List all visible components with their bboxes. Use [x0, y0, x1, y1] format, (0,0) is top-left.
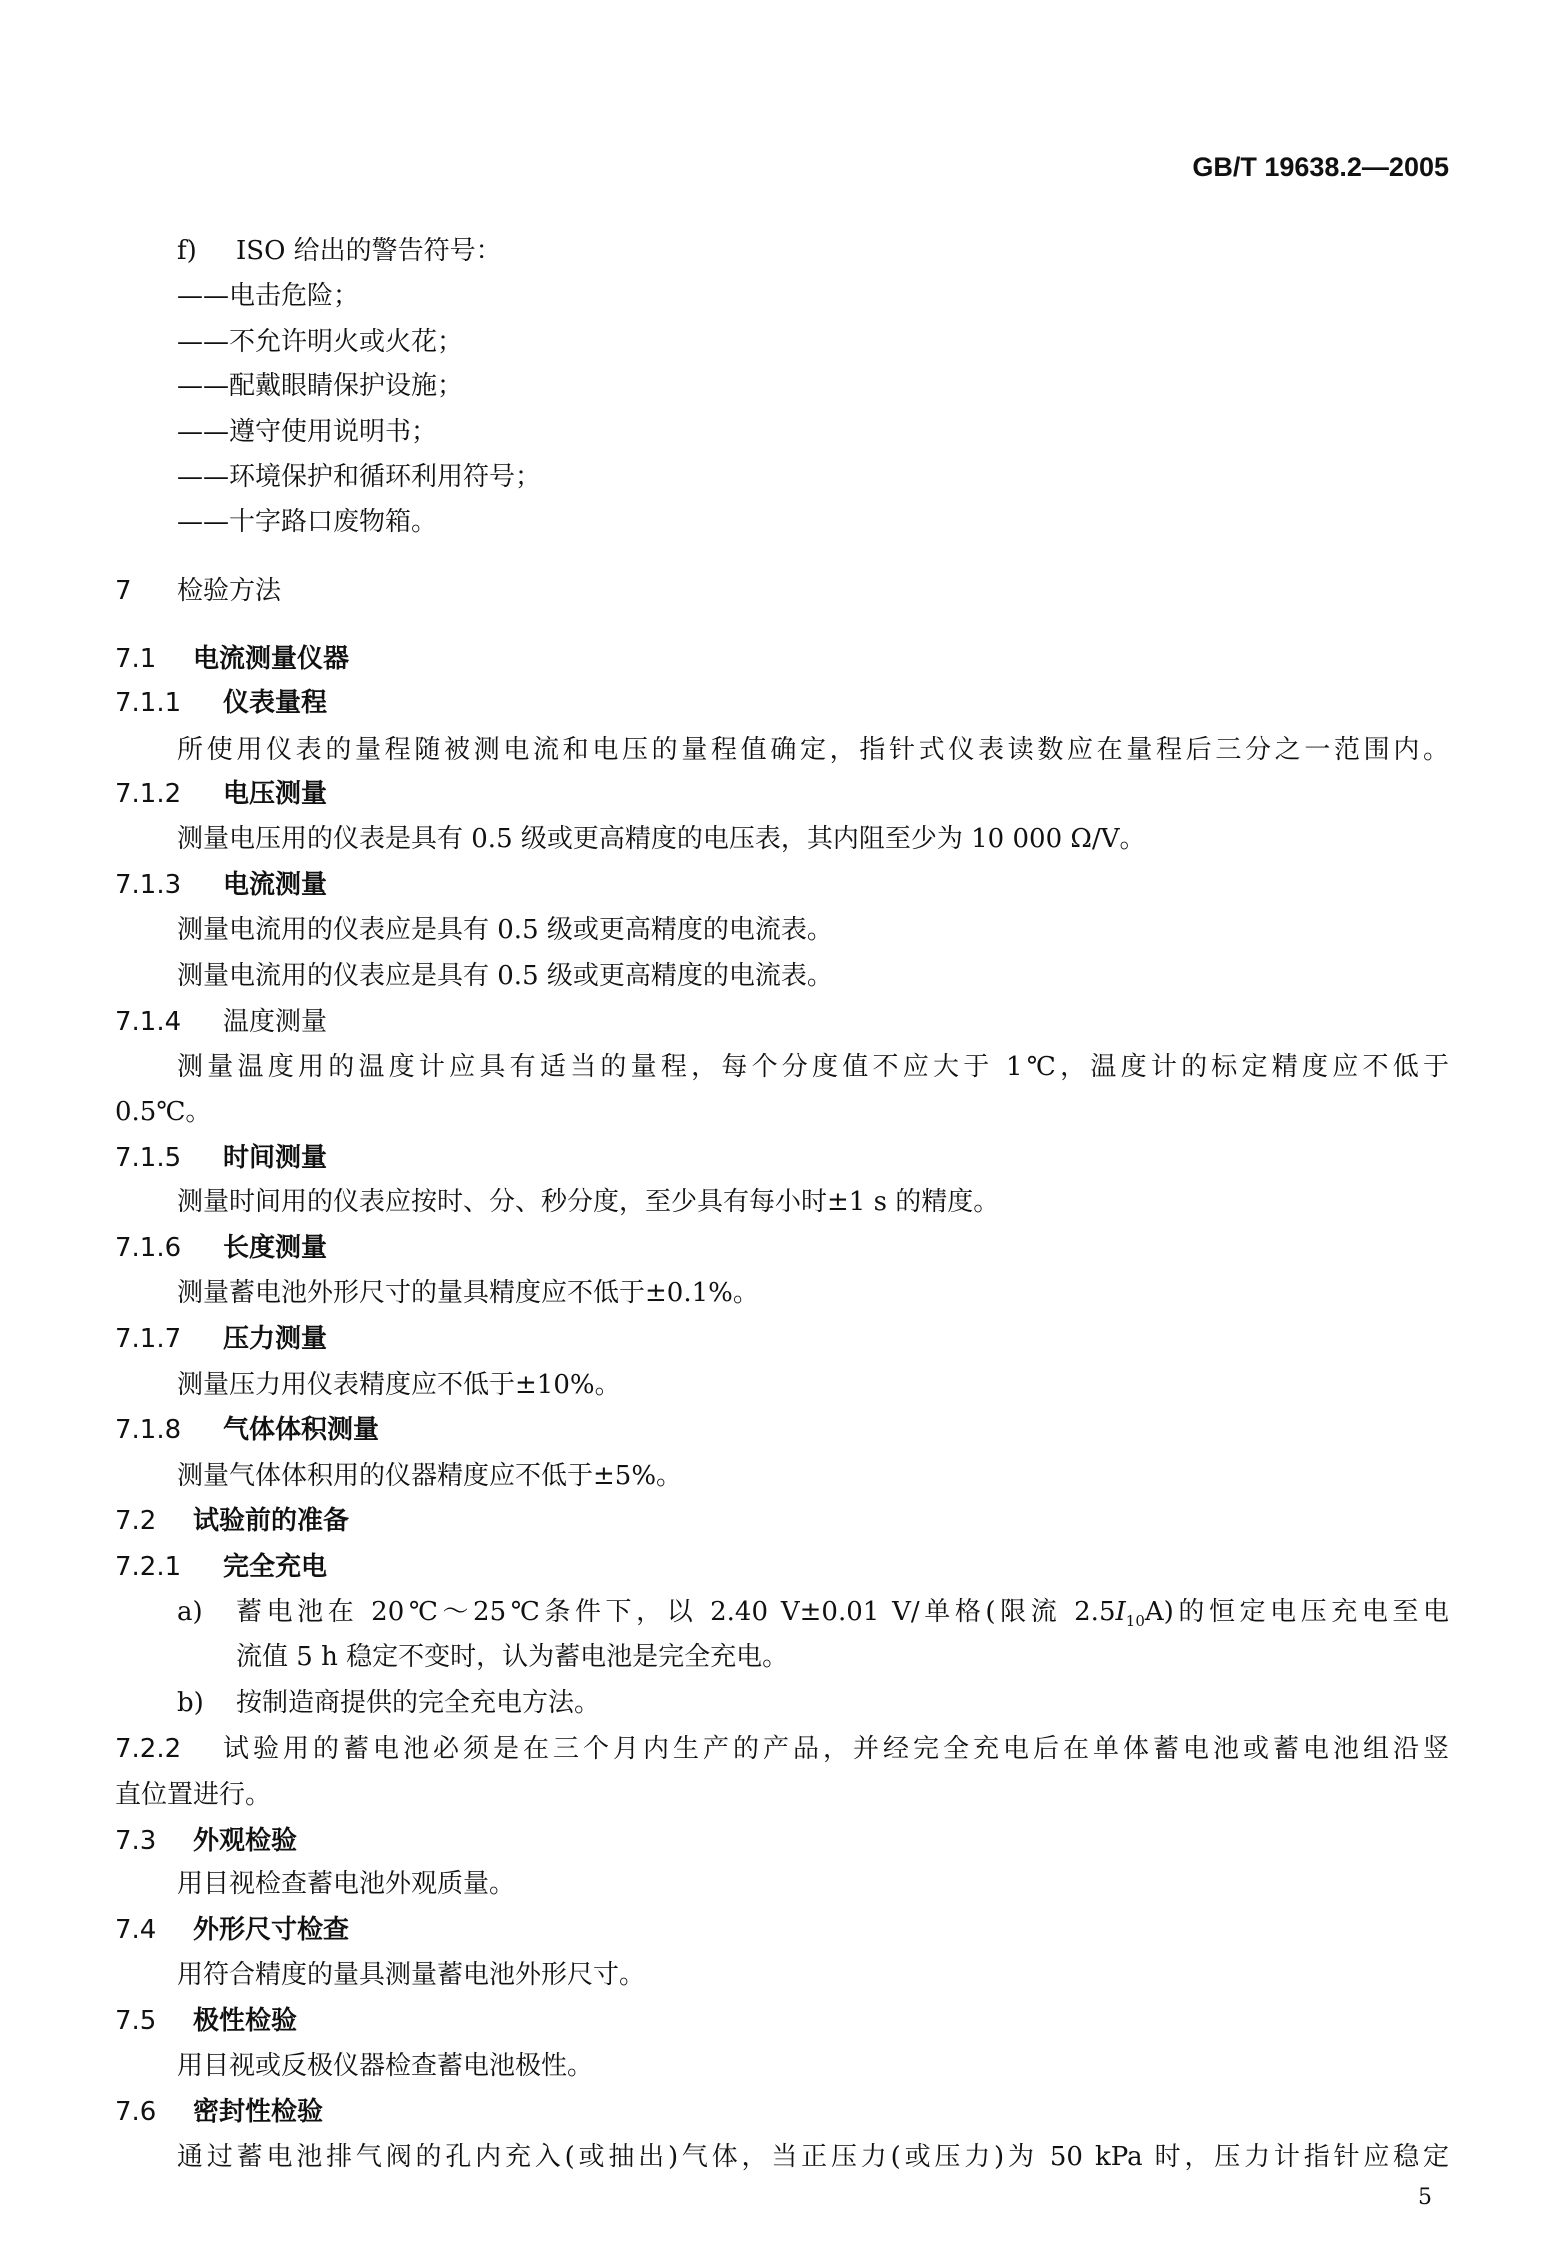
paragraph: 测量电流用的仪表应是具有 0.5 级或更高精度的电流表。: [177, 961, 833, 991]
current-symbol: I: [1115, 1597, 1126, 1627]
list-label-a: a): [177, 1597, 203, 1627]
section-heading-7-1: [115, 641, 349, 677]
text-run: 蓄电池在 20℃～25℃条件下，以 2.40 V±0.01 V/单格(限流 2.5: [236, 1597, 1116, 1627]
paragraph: 通过蓄电池排气阀的孔内充入(或抽出)气体，当正压力(或压力)为 50 kPa 时，压力计指针应稳定: [177, 2142, 1449, 2172]
section-title: 电流测量: [223, 870, 328, 900]
section-heading-7-1-5: [115, 1140, 327, 1176]
paragraph: 用符合精度的量具测量蓄电池外形尺寸。: [177, 1960, 646, 1990]
paragraph: 测量电流用的仪表应是具有 0.5 级或更高精度的电流表。: [177, 915, 833, 945]
section-heading-7-4: [115, 1912, 349, 1948]
paragraph-continuation: 0.5℃。: [115, 1097, 212, 1127]
section-heading-7-2: [115, 1503, 349, 1539]
section-heading-7-1-2: [115, 776, 327, 812]
section-number: 7.3: [115, 1826, 157, 1856]
section-heading-7-1-7: [115, 1321, 327, 1357]
list-label: b): [177, 1688, 204, 1718]
section-title: 仪表量程: [223, 688, 328, 718]
section-title: 温度测量: [223, 1007, 328, 1037]
section-number: 7.1.5: [115, 1143, 182, 1173]
section-number: 7.1.7: [115, 1324, 182, 1354]
section-title: 极性检验: [193, 2006, 298, 2036]
section-heading-7-3: [115, 1823, 297, 1859]
paragraph: 试验用的蓄电池必须是在三个月内生产的产品，并经完全充电后在单体蓄电池或蓄电池组沿竖: [223, 1734, 1449, 1764]
paragraph: 测量温度用的温度计应具有适当的量程，每个分度值不应大于 1℃，温度计的标定精度应不低于: [177, 1052, 1449, 1082]
section-number: 7.1.2: [115, 779, 182, 809]
paragraph: 测量蓄电池外形尺寸的量具精度应不低于±0.1%。: [177, 1278, 759, 1308]
section-title: 试验前的准备: [193, 1506, 350, 1536]
paragraph: 所使用仪表的量程随被测电流和电压的量程值确定，指针式仪表读数应在量程后三分之一范围内。: [177, 735, 1449, 765]
section-title: 气体体积测量: [223, 1415, 380, 1445]
list-item-b: [177, 1685, 600, 1721]
section-number: 7.2.1: [115, 1552, 182, 1582]
section-heading-7-1-4: [115, 1004, 327, 1040]
section-number: 7.6: [115, 2097, 157, 2127]
section-number: 7: [115, 576, 132, 606]
section-title: 外形尺寸检查: [193, 1915, 350, 1945]
dash-item: ——环境保护和循环利用符号；: [177, 462, 542, 492]
dash-item: ——不允许明火或火花；: [177, 327, 464, 357]
section-title: 长度测量: [223, 1233, 328, 1263]
section-number: 7.1.6: [115, 1233, 182, 1263]
section-heading-7-1-3: [115, 867, 327, 903]
paragraph-continuation: 直位置进行。: [115, 1780, 272, 1810]
dash-item: ——十字路口废物箱。: [177, 507, 438, 537]
list-item-a-line1: [236, 1594, 1449, 1630]
paragraph: 测量压力用仪表精度应不低于±10%。: [177, 1370, 621, 1400]
list-text: ISO 给出的警告符号：: [236, 236, 502, 266]
section-number: 7.1.1: [115, 688, 182, 718]
section-heading-7-2-1: [115, 1549, 327, 1585]
page-number: 5: [1418, 2185, 1432, 2210]
section-number: 7.2.2: [115, 1734, 182, 1764]
section-heading-7-1-6: [115, 1230, 327, 1266]
section-heading-7-5: [115, 2003, 297, 2039]
list-text: 按制造商提供的完全充电方法。: [236, 1688, 601, 1718]
dash-item: ——配戴眼睛保护设施；: [177, 371, 464, 401]
section-heading-7: [115, 573, 281, 609]
dash-item: ——遵守使用说明书；: [177, 417, 438, 447]
list-label: f): [177, 236, 197, 266]
paragraph: 测量时间用的仪表应按时、分、秒分度，至少具有每小时±1 s 的精度。: [177, 1187, 1000, 1217]
section-title: 电压测量: [223, 779, 328, 809]
section-number: 7.2: [115, 1506, 157, 1536]
section-title: 压力测量: [223, 1324, 328, 1354]
paragraph: 用目视或反极仪器检查蓄电池极性。: [177, 2051, 594, 2081]
text-run: A)的恒定电压充电至电: [1144, 1597, 1449, 1627]
section-heading-7-1-1: [115, 685, 327, 721]
section-number: 7.1: [115, 644, 157, 674]
section-title: 外观检验: [193, 1826, 298, 1856]
section-number: 7.1.4: [115, 1007, 182, 1037]
section-title: 完全充电: [223, 1552, 328, 1582]
section-heading-7-6: [115, 2094, 323, 2130]
section-number: 7.1.3: [115, 870, 182, 900]
section-title: 密封性检验: [193, 2097, 324, 2127]
section-title: 检验方法: [177, 576, 282, 606]
dash-item: ——电击危险；: [177, 281, 360, 311]
section-number: 7.4: [115, 1915, 157, 1945]
section-number: 7.1.8: [115, 1415, 182, 1445]
list-item-f: [177, 233, 502, 269]
standard-number-header: GB/T 19638.2—2005: [1192, 152, 1449, 182]
paragraph: 用目视检查蓄电池外观质量。: [177, 1869, 516, 1899]
paragraph: 测量气体体积用的仪器精度应不低于±5%。: [177, 1461, 683, 1491]
section-title: 时间测量: [223, 1143, 328, 1173]
list-item-a-line2: 流值 5 h 稳定不变时，认为蓄电池是完全充电。: [236, 1642, 789, 1672]
section-heading-7-1-8: [115, 1412, 379, 1448]
section-number: 7.5: [115, 2006, 157, 2036]
paragraph: 测量电压用的仪表是具有 0.5 级或更高精度的电压表，其内阻至少为 10 000 Ω/V。: [177, 824, 1146, 854]
current-subscript: 10: [1125, 1612, 1145, 1630]
section-title: 电流测量仪器: [193, 644, 350, 674]
section-heading-7-2-2: [115, 1731, 223, 1767]
